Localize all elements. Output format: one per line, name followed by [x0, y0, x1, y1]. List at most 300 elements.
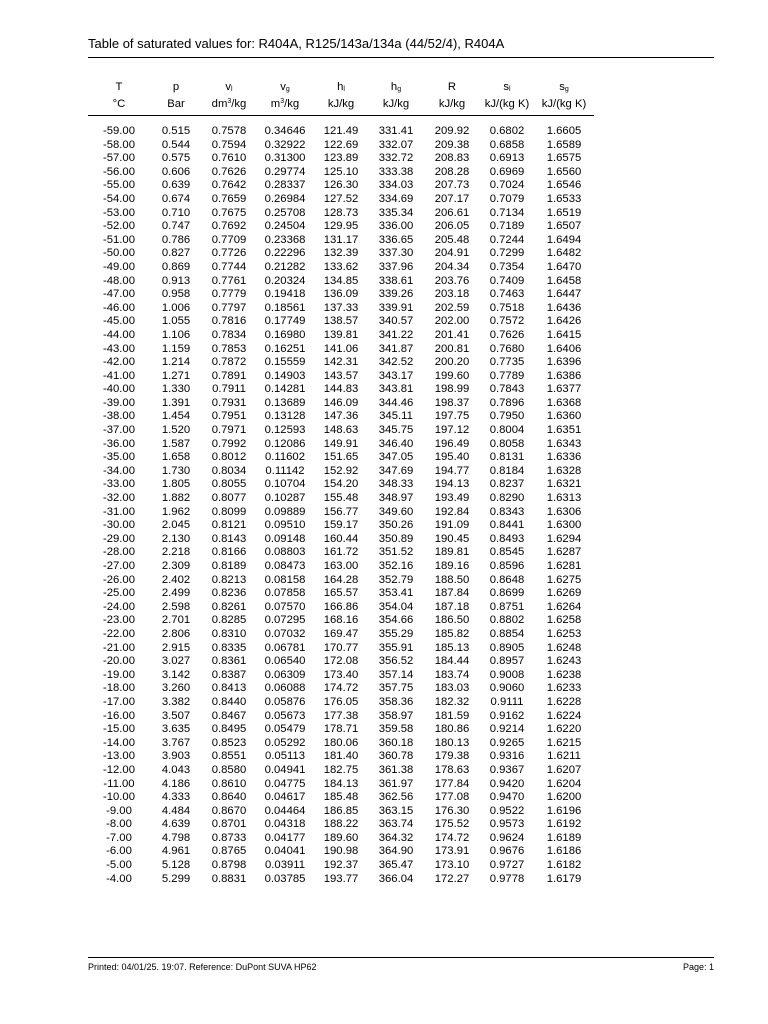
table-cell: 160.44	[323, 532, 359, 545]
table-cell: 0.674	[161, 192, 191, 205]
table-cell: 332.72	[378, 152, 414, 165]
table-cell: 0.10704	[264, 478, 306, 491]
table-row	[88, 220, 594, 234]
table-cell: -55.00	[102, 179, 136, 192]
symbol-text: R	[447, 81, 457, 93]
table-cell: 122.69	[323, 138, 359, 151]
table-cell: 175.52	[434, 818, 470, 831]
table-cell: 348.33	[378, 478, 414, 491]
table-cell: 0.8261	[211, 600, 247, 613]
table-cell: 0.06781	[264, 641, 306, 654]
table-cell: 0.8099	[211, 505, 247, 518]
table-cell: 331.41	[378, 125, 414, 137]
table-cell: 0.07295	[264, 614, 306, 627]
table-row	[88, 410, 594, 424]
table-cell: 168.16	[323, 614, 359, 627]
table-cell: -36.00	[102, 437, 136, 450]
unit-text: °C	[112, 98, 126, 110]
table-row	[88, 370, 594, 384]
table-cell: 0.04318	[264, 818, 306, 831]
table-cell: 208.83	[434, 152, 470, 165]
table-cell: 0.9111	[490, 695, 524, 708]
table-cell: 194.77	[434, 464, 470, 477]
table-row	[88, 247, 594, 261]
table-cell: 0.14281	[264, 383, 306, 396]
table-row	[88, 574, 594, 588]
table-cell: 0.7896	[489, 396, 525, 409]
table-row	[88, 642, 594, 656]
table-cell: -30.00	[102, 519, 136, 532]
table-cell: 0.639	[161, 179, 191, 192]
table-cell: 1.6179	[546, 872, 582, 885]
table-cell: 2.499	[161, 587, 191, 600]
table-row	[88, 492, 594, 506]
table-row	[88, 478, 594, 492]
table-cell: 152.92	[323, 464, 359, 477]
table-cell: 1.6415	[546, 328, 582, 341]
table-cell: 361.38	[378, 763, 414, 776]
table-cell: 1.6215	[546, 736, 582, 749]
table-row	[88, 451, 594, 465]
table-cell: 1.6507	[546, 220, 582, 233]
table-cell: 0.606	[161, 165, 191, 178]
table-cell: 173.10	[434, 859, 470, 872]
table-cell: -38.00	[102, 410, 136, 423]
table-cell: 364.90	[378, 845, 414, 858]
table-cell: 0.7079	[489, 192, 525, 205]
table-cell: 0.11602	[265, 451, 305, 464]
table-cell: 341.87	[378, 342, 414, 355]
table-cell: -52.00	[102, 220, 136, 233]
table-cell: -23.00	[102, 614, 136, 627]
table-cell: 1.055	[161, 315, 191, 328]
table-cell: 186.85	[323, 804, 359, 817]
table-cell: 0.12086	[264, 437, 306, 450]
table-cell: 0.06540	[264, 655, 306, 668]
table-cell: 0.7911	[212, 383, 246, 396]
table-row	[88, 207, 594, 221]
table-cell: 151.65	[323, 451, 359, 464]
table-cell: 1.6377	[546, 383, 582, 396]
table-cell: -48.00	[102, 274, 136, 287]
table-cell: 192.37	[323, 859, 359, 872]
table-cell: 183.74	[434, 668, 470, 681]
table-row	[88, 139, 594, 153]
table-cell: 1.6313	[546, 492, 582, 505]
table-cell: 197.12	[434, 424, 470, 437]
table-cell: -32.00	[102, 492, 136, 505]
table-cell: 178.71	[323, 723, 359, 736]
table-cell: 0.9624	[489, 831, 525, 844]
unit-text: Bar	[167, 98, 185, 110]
table-cell: 0.7843	[489, 383, 525, 396]
table-cell: 0.8648	[489, 573, 525, 586]
table-row	[88, 329, 594, 343]
table-cell: 3.027	[161, 655, 191, 668]
table-cell: 0.7642	[211, 179, 247, 192]
table-cell: 337.30	[378, 247, 414, 260]
table-cell: 0.05876	[264, 695, 306, 708]
table-cell: 141.06	[323, 342, 359, 355]
table-cell: 0.8058	[489, 437, 525, 450]
table-cell: 1.6200	[546, 791, 582, 804]
table-cell: 0.958	[161, 288, 191, 301]
column-unit	[424, 97, 480, 116]
unit-text: kJ/kg	[327, 98, 355, 110]
table-cell: 200.20	[434, 356, 470, 369]
table-row	[88, 791, 594, 805]
table-cell: 0.07032	[264, 627, 306, 640]
table-cell: 0.8798	[211, 859, 247, 872]
table-row	[88, 818, 594, 832]
table-cell: 0.03785	[264, 872, 306, 885]
table-cell: 5.128	[161, 859, 191, 872]
table-cell: 0.8077	[211, 492, 247, 505]
table-cell: 0.05113	[265, 750, 305, 763]
table-cell: 177.08	[434, 791, 470, 804]
table-cell: 0.7299	[489, 247, 525, 260]
page-title: Table of saturated values for: R404A, R125/143a/134a (44/52/4), R404A	[88, 36, 505, 51]
table-cell: 1.6546	[546, 179, 582, 192]
table-cell: 0.8733	[211, 831, 247, 844]
table-cell: 200.81	[434, 342, 470, 355]
table-cell: -43.00	[102, 342, 136, 355]
table-cell: 0.7680	[489, 342, 525, 355]
table-cell: 1.159	[161, 342, 191, 355]
table-cell: 0.08803	[264, 546, 306, 559]
table-cell: 161.72	[323, 546, 359, 559]
table-cell: 172.27	[434, 872, 470, 885]
table-cell: 0.8802	[489, 614, 525, 627]
table-cell: 354.66	[378, 614, 414, 627]
table-cell: 0.8493	[489, 532, 525, 545]
table-cell: 202.59	[434, 301, 470, 314]
table-cell: 4.798	[161, 831, 191, 844]
table-cell: 1.6204	[546, 777, 582, 790]
table-cell: 1.6253	[546, 627, 582, 640]
table-cell: 201.41	[434, 328, 470, 341]
table-cell: -10.00	[102, 791, 136, 804]
table-cell: 0.8285	[211, 614, 247, 627]
table-cell: 0.9778	[489, 872, 525, 885]
table-cell: 1.6533	[546, 192, 582, 205]
table-cell: -34.00	[102, 464, 136, 477]
table-cell: 1.6368	[546, 396, 582, 409]
table-row	[88, 859, 594, 873]
table-cell: 1.6328	[546, 464, 582, 477]
column-symbol	[88, 80, 150, 97]
table-cell: 336.65	[378, 233, 414, 246]
table-cell: 0.575	[161, 152, 191, 165]
table-cell: -39.00	[102, 396, 136, 409]
table-cell: 1.962	[161, 505, 191, 518]
table-cell: 209.92	[434, 125, 470, 137]
table-cell: 334.03	[378, 179, 414, 192]
table-cell: 164.28	[323, 573, 359, 586]
table-cell: 196.49	[434, 437, 470, 450]
table-cell: 166.86	[323, 600, 359, 613]
table-cell: 209.38	[434, 138, 470, 151]
table-cell: 2.915	[161, 641, 191, 654]
table-cell: 179.38	[434, 750, 470, 763]
table-cell: 132.39	[323, 247, 359, 260]
table-cell: 0.8387	[211, 668, 247, 681]
table-cell: 0.8440	[211, 695, 247, 708]
table-cell: -41.00	[102, 369, 136, 382]
table-cell: 363.15	[378, 804, 414, 817]
symbol-text: h	[337, 81, 344, 93]
table-cell: -13.00	[102, 750, 136, 763]
table-cell: 176.05	[323, 695, 359, 708]
column-unit	[314, 97, 368, 116]
table-cell: 4.186	[161, 777, 191, 790]
symbol-text: v	[280, 81, 286, 93]
table-cell: 0.9367	[489, 763, 525, 776]
table-cell: 0.9470	[489, 791, 525, 804]
table-cell: 203.76	[434, 274, 470, 287]
table-cell: 183.03	[434, 682, 470, 695]
table-cell: 0.8166	[211, 546, 247, 559]
table-row	[88, 383, 594, 397]
unit-row	[88, 97, 594, 116]
table-cell: 1.6281	[546, 560, 582, 572]
table-cell: 0.15559	[264, 356, 306, 369]
table-cell: 2.701	[161, 614, 191, 627]
column-unit	[150, 97, 202, 116]
column-symbol	[534, 80, 594, 97]
column-symbol	[314, 80, 368, 97]
table-row	[88, 560, 594, 574]
table-cell: 339.26	[378, 288, 414, 301]
table-cell: 0.7610	[211, 152, 247, 165]
table-cell: 0.8765	[211, 845, 247, 858]
table-cell: 351.52	[378, 546, 414, 559]
symbol-row	[88, 80, 594, 97]
column-symbol	[424, 80, 480, 97]
table-cell: -49.00	[102, 260, 136, 273]
table-cell: 0.7971	[211, 424, 247, 437]
table-row	[88, 737, 594, 751]
table-cell: -28.00	[102, 546, 136, 559]
table-cell: 0.7134	[489, 206, 525, 219]
table-cell: 0.08473	[264, 560, 306, 572]
table-cell: 187.84	[434, 587, 470, 600]
table-cell: 1.6436	[546, 301, 582, 314]
table-cell: 1.6220	[546, 723, 582, 736]
table-cell: 1.6575	[546, 152, 582, 165]
table-cell: 180.06	[323, 736, 359, 749]
table-cell: 4.961	[161, 845, 191, 858]
table-cell: 0.7024	[489, 179, 525, 192]
table-cell: 0.8034	[211, 464, 247, 477]
table-row	[88, 832, 594, 846]
table-cell: 1.6189	[546, 831, 582, 844]
table-cell: 0.8640	[211, 791, 247, 804]
table-cell: 0.05479	[264, 723, 306, 736]
table-cell: 131.17	[323, 233, 359, 246]
table-cell: 0.7594	[211, 138, 247, 151]
table-cell: 0.8189	[211, 560, 247, 572]
table-cell: 0.8310	[211, 627, 247, 640]
table-cell: 2.045	[161, 519, 191, 532]
table-cell: -51.00	[102, 233, 136, 246]
table-cell: 0.14903	[264, 369, 306, 382]
table-cell: 1.6294	[546, 532, 582, 545]
table-cell: 1.6406	[546, 342, 582, 355]
table-cell: 1.6258	[546, 614, 582, 627]
symbol-subscript: g	[397, 86, 402, 93]
table-row	[88, 778, 594, 792]
table-cell: 165.57	[323, 587, 359, 600]
table-cell: 1.6519	[546, 206, 582, 219]
table-cell: 173.91	[434, 845, 470, 858]
table-cell: 203.18	[434, 288, 470, 301]
table-cell: 0.8121	[211, 519, 247, 532]
table-cell: -11.00	[103, 777, 135, 790]
table-cell: 0.11142	[265, 464, 305, 477]
table-cell: 0.25708	[264, 206, 306, 219]
table-cell: 349.60	[378, 505, 414, 518]
table-cell: 348.97	[378, 492, 414, 505]
table-cell: 1.006	[161, 301, 191, 314]
table-cell: 1.658	[161, 451, 191, 464]
table-cell: 137.33	[323, 301, 359, 314]
table-row	[88, 275, 594, 289]
footer-print-info: Printed: 04/01/25. 19:07. Reference: DuPont SUVA HP62	[88, 962, 317, 972]
unit-suffix: /kg	[284, 98, 300, 110]
table-cell: -20.00	[102, 655, 136, 668]
table-cell: 0.29774	[264, 165, 306, 178]
table-cell: 352.79	[378, 573, 414, 586]
table-cell: 0.7675	[211, 206, 247, 219]
table-cell: 0.6969	[489, 165, 525, 178]
table-cell: 0.7659	[211, 192, 247, 205]
table-cell: 355.91	[378, 641, 414, 654]
table-cell: 0.7709	[211, 233, 247, 246]
table-cell: 354.04	[378, 600, 414, 613]
table-cell: -50.00	[102, 247, 136, 260]
table-cell: 0.7626	[211, 165, 247, 178]
table-cell: 174.72	[434, 831, 470, 844]
table-row	[88, 302, 594, 316]
table-cell: -29.00	[102, 532, 136, 545]
table-cell: 186.50	[434, 614, 470, 627]
symbol-subscript: g	[564, 86, 569, 93]
table-cell: 197.75	[434, 410, 470, 423]
symbol-text: s	[559, 81, 565, 93]
table-cell: 123.89	[323, 152, 359, 165]
table-cell: 0.6858	[489, 138, 525, 151]
table-cell: 0.8699	[489, 587, 525, 600]
table-row	[88, 438, 594, 452]
table-cell: 191.09	[434, 519, 470, 532]
table-cell: 0.04775	[264, 777, 306, 790]
table-cell: 2.806	[161, 627, 191, 640]
table-cell: -31.00	[102, 505, 136, 518]
table-cell: 3.260	[161, 682, 191, 695]
table-cell: 0.04464	[264, 804, 306, 817]
table-cell: 0.12593	[264, 424, 306, 437]
table-cell: 0.8551	[211, 750, 247, 763]
unit-text: kJ/kg	[382, 98, 410, 110]
table-cell: 1.106	[161, 328, 191, 341]
table-cell: 182.32	[434, 695, 470, 708]
table-cell: 365.47	[378, 859, 414, 872]
table-cell: 0.8335	[211, 641, 247, 654]
table-cell: -6.00	[106, 845, 132, 858]
table-cell: 1.6192	[546, 818, 582, 831]
table-cell: 134.85	[323, 274, 359, 287]
table-cell: 1.6238	[546, 668, 582, 681]
table-cell: 154.20	[323, 478, 359, 491]
table-cell: 0.09510	[264, 519, 306, 532]
symbol-text: v	[225, 81, 232, 93]
table-cell: 195.40	[434, 451, 470, 464]
table-cell: 4.484	[161, 804, 191, 817]
table-cell: 206.61	[434, 206, 470, 219]
table-cell: 2.598	[161, 600, 191, 613]
table-cell: 0.8012	[211, 451, 247, 464]
table-cell: 163.00	[323, 560, 359, 572]
table-cell: 0.05292	[264, 736, 306, 749]
table-cell: 340.57	[378, 315, 414, 328]
table-cell: 0.09148	[264, 532, 306, 545]
table-cell: 347.69	[378, 464, 414, 477]
column-symbol	[256, 80, 314, 97]
table-cell: 362.56	[378, 791, 414, 804]
table-cell: 0.17749	[264, 315, 306, 328]
table-cell: -8.00	[106, 818, 132, 831]
table-row	[88, 750, 594, 764]
table-cell: -12.00	[102, 763, 136, 776]
table-cell: 139.81	[323, 328, 359, 341]
table-cell: 185.13	[434, 641, 470, 654]
table-cell: 0.8004	[489, 424, 525, 437]
table-cell: 1.6264	[546, 600, 582, 613]
table-cell: -17.00	[102, 695, 136, 708]
table-row	[88, 682, 594, 696]
table-cell: 0.7816	[211, 315, 247, 328]
table-cell: 364.32	[378, 831, 414, 844]
table-cell: 188.50	[434, 573, 470, 586]
table-cell: 198.99	[434, 383, 470, 396]
table-cell: 0.07858	[264, 587, 306, 600]
table-cell: 0.04941	[264, 763, 306, 776]
table-cell: 180.86	[434, 723, 470, 736]
table-row	[88, 764, 594, 778]
unit-superscript: 3	[280, 98, 285, 105]
table-row	[88, 710, 594, 724]
table-cell: 126.30	[323, 179, 359, 192]
table-cell: 337.96	[378, 260, 414, 273]
table-cell: 343.17	[378, 369, 414, 382]
table-cell: 148.63	[323, 424, 359, 437]
table-cell: 0.21282	[264, 260, 306, 273]
unit-text: kJ/(kg K)	[484, 98, 530, 110]
table-cell: 1.6605	[546, 125, 582, 137]
table-row	[88, 696, 594, 710]
table-cell: -19.00	[102, 668, 136, 681]
table-cell: 1.271	[161, 369, 191, 382]
table-cell: 147.36	[323, 410, 359, 423]
table-cell: 338.61	[378, 274, 414, 287]
table-row	[88, 343, 594, 357]
footer-page-number: Page: 1	[682, 962, 714, 972]
table-cell: 0.7409	[489, 274, 525, 287]
table-cell: 1.6343	[546, 437, 582, 450]
table-cell: 184.13	[323, 777, 359, 790]
table-cell: 185.48	[323, 791, 359, 804]
